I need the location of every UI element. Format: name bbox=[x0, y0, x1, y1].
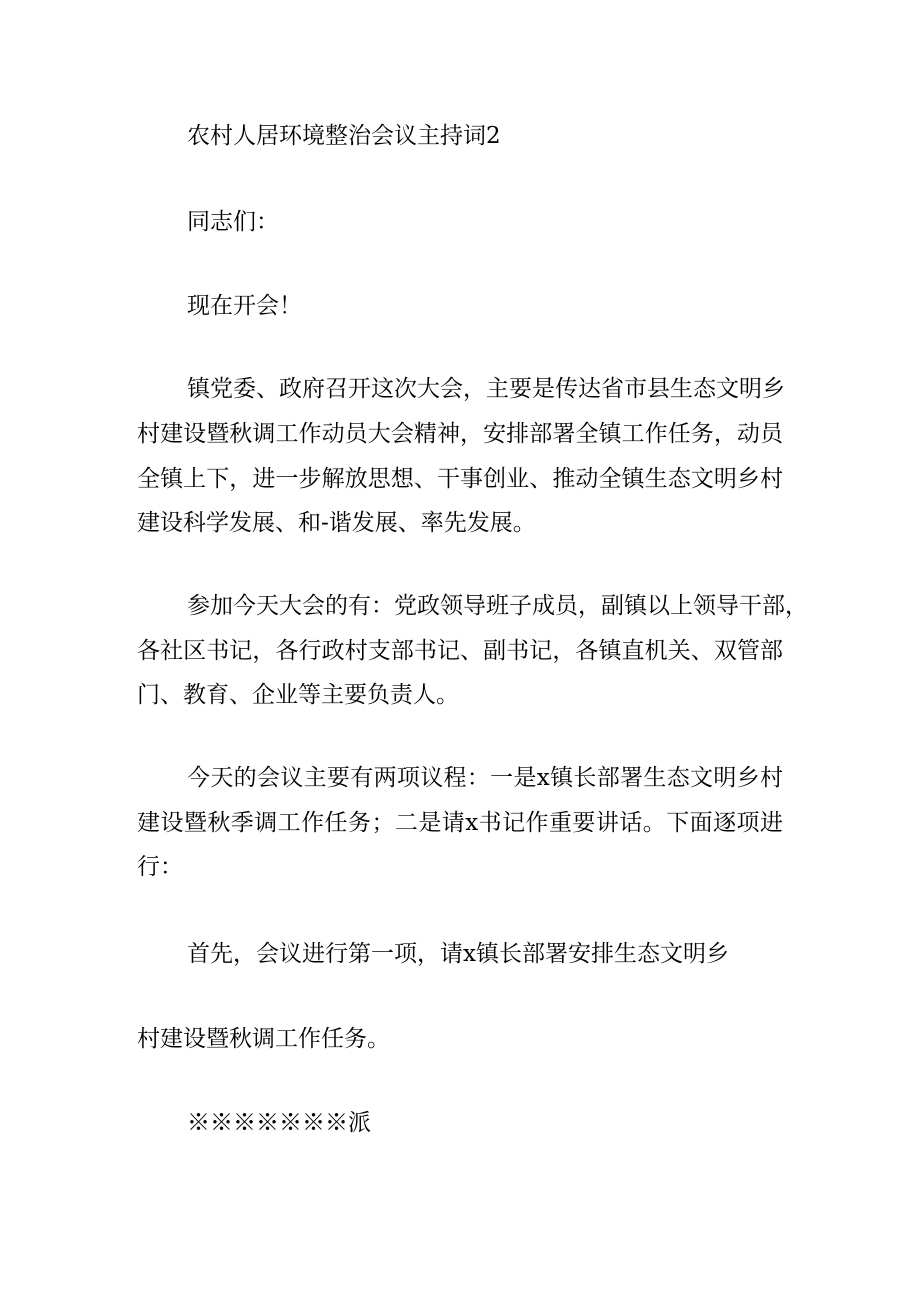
paragraph-1-line-1: 镇党委、政府召开这次大会，主要是传达省市县生态文明乡 bbox=[187, 376, 785, 402]
paragraph-3-line-2: 建设暨秋季调工作任务；二是请x书记作重要讲话。下面逐项进 bbox=[137, 810, 783, 836]
paragraph-1-line-2: 村建设暨秋调工作动员大会精神，安排部署全镇工作任务，动员 bbox=[137, 421, 783, 447]
paragraph-1-line-3: 全镇上下，进一步解放思想、干事创业、推动全镇生态文明乡村 bbox=[137, 466, 783, 492]
footer-marks: ※※※※※※※派 bbox=[187, 1110, 371, 1136]
document-title: 农村人居环境整治会议主持词2 bbox=[187, 123, 501, 149]
first-item-line-1: 首先，会议进行第一项，请x镇长部署安排生态文明乡 bbox=[187, 941, 729, 967]
opening-line: 现在开会！ bbox=[187, 293, 302, 319]
paragraph-2-line-3: 门、教育、企业等主要负责人。 bbox=[137, 682, 459, 708]
paragraph-3-line-1: 今天的会议主要有两项议程：一是x镇长部署生态文明乡村 bbox=[187, 765, 783, 791]
paragraph-1-line-4: 建设科学发展、和-谐发展、率先发展。 bbox=[137, 510, 536, 536]
salutation: 同志们： bbox=[187, 209, 279, 235]
paragraph-2-line-2: 各社区书记，各行政村支部书记、副书记，各镇直机关、双管部 bbox=[137, 638, 783, 664]
paragraph-3-line-3: 行： bbox=[137, 854, 183, 880]
paragraph-2-line-1: 参加今天大会的有：党政领导班子成员，副镇以上领导干部， bbox=[187, 593, 808, 619]
first-item-line-2: 村建设暨秋调工作任务。 bbox=[137, 1026, 390, 1052]
